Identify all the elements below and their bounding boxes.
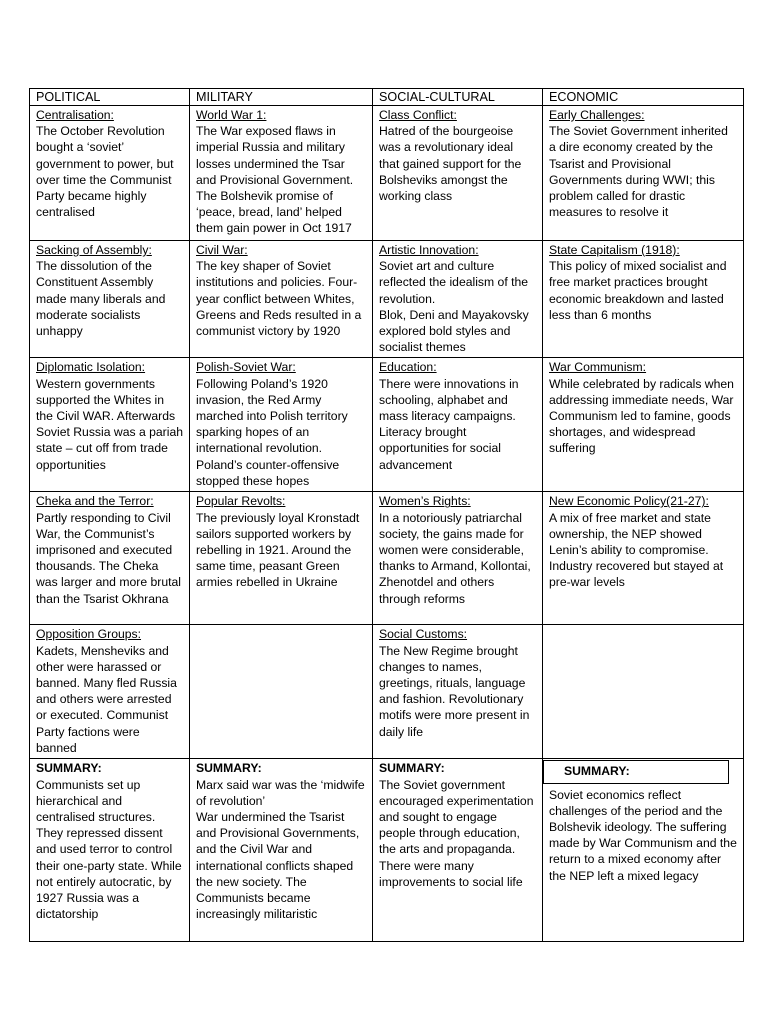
cell-military-empty bbox=[190, 625, 373, 759]
cell-title: Early Challenges: bbox=[549, 108, 645, 122]
summary-title: SUMMARY: bbox=[196, 761, 262, 776]
summary-body: Marx said war was the ‘midwife of revolution’ War undermined the Tsarist and Provisional Governments, and the Civil War and international conflicts shaped the new society. The Communists became increasingly militaristic bbox=[196, 777, 365, 922]
summary-body: The Soviet government encouraged experimentation and sought to engage people through education, the arts and propaganda. There were many improvements to social life bbox=[379, 777, 534, 889]
header-social-cultural: SOCIAL-CULTURAL bbox=[373, 89, 543, 106]
summary-social-cultural bbox=[373, 759, 543, 942]
summary-title-box: SUMMARY: bbox=[543, 760, 729, 783]
cell-body: The New Regime brought changes to names, greetings, rituals, language and fashion. Revolutionary motifs were more present in daily life bbox=[379, 643, 530, 739]
cell-title: Diplomatic Isolation: bbox=[36, 360, 146, 375]
table-row bbox=[30, 241, 744, 358]
cell-military bbox=[190, 358, 373, 492]
cell-title: Centralisation: bbox=[36, 108, 114, 122]
cell-body: Partly responding to Civil War, the Communist’s imprisoned and executed thousands. The Cheka was larger and more brutal than the Tsarist Okhrana bbox=[36, 510, 181, 606]
cell-title: Sacking of Assembly: bbox=[36, 243, 152, 257]
cell-title: State Capitalism (1918): bbox=[549, 243, 680, 257]
table-row bbox=[30, 106, 744, 241]
cell-economic bbox=[543, 106, 744, 241]
cell-title: Social Customs: bbox=[379, 627, 468, 642]
cell-body: This policy of mixed socialist and free market practices brought economic breakdown and lasted less than 6 months bbox=[549, 259, 727, 322]
summary-military bbox=[190, 759, 373, 942]
cell-title: Cheka and the Terror: bbox=[36, 494, 154, 509]
cell-political bbox=[30, 241, 190, 358]
cell-economic-empty bbox=[543, 625, 744, 759]
cell-title: Class Conflict: bbox=[379, 108, 457, 122]
cell-body: A mix of free market and state ownership, the NEP showed Lenin’s ability to compromise. Industry recovered but stayed at pre-war levels bbox=[549, 510, 724, 590]
table-row bbox=[30, 358, 744, 492]
header-economic: ECONOMIC bbox=[543, 89, 744, 106]
cell-title: Popular Revolts: bbox=[196, 494, 286, 509]
cell-economic bbox=[543, 492, 744, 625]
cell-body: Following Poland’s 1920 invasion, the Red Army marched into Polish territory sparking hopes of an international revolution. Poland’s counter-offensive stopped these hopes bbox=[196, 376, 348, 488]
cell-title: War Communism: bbox=[549, 360, 647, 375]
cell-body: Kadets, Mensheviks and other were harassed or banned. Many fled Russia and others were arrested or executed. Communist Party factions were banned bbox=[36, 643, 177, 755]
cell-title: New Economic Policy(21-27): bbox=[549, 494, 709, 509]
cell-body: While celebrated by radicals when addressing immediate needs, War Communism led to famine, goods shortages, and widespread suffering bbox=[549, 376, 734, 456]
cell-body: The October Revolution bought a ‘soviet’ government to power, but over time the Communist Party became highly centralised bbox=[36, 124, 174, 220]
cell-social-cultural bbox=[373, 625, 543, 759]
summary-row bbox=[30, 759, 744, 942]
cell-political bbox=[30, 106, 190, 241]
cell-title: World War 1: bbox=[196, 108, 267, 122]
cell-social-cultural bbox=[373, 241, 543, 358]
cell-title: Polish-Soviet War: bbox=[196, 360, 296, 375]
table-row bbox=[30, 625, 744, 759]
cell-body: Western governments supported the Whites in the Civil WAR. Afterwards Soviet Russia was a pariah state – cut off from trade opportunities bbox=[36, 376, 183, 472]
cell-body: The Soviet Government inherited a dire economy created by the Tsarist and Provisional Governments during WWI; this problem called for drastic measures to resolve it bbox=[549, 124, 728, 220]
cell-economic bbox=[543, 358, 744, 492]
summary-body: Communists set up hierarchical and centralised structures. They repressed dissent and used terror to control their one-party state. While not entirely autocratic, by 1927 Russia was a dictatorship bbox=[36, 777, 182, 922]
cell-body: The key shaper of Soviet institutions and policies. Four-year conflict between Whites, Greens and Reds resulted in a communist victory by 1920 bbox=[196, 259, 362, 339]
cell-title: Artistic Innovation: bbox=[379, 243, 479, 257]
cell-body: The previously loyal Kronstadt sailors supported workers by rebelling in 1921. Around the same time, peasant Green armies rebelled in Ukraine bbox=[196, 510, 360, 590]
cell-title: Women’s Rights: bbox=[379, 494, 471, 509]
summary-title: SUMMARY: bbox=[36, 761, 102, 776]
summary-body: Soviet economics reflect challenges of the period and the Bolshevik ideology. The suffering made by War Communism and the return to a mixed economy after the NEP left a mixed legacy bbox=[549, 787, 737, 883]
cell-economic bbox=[543, 241, 744, 358]
header-military: MILITARY bbox=[190, 89, 373, 106]
summary-economic bbox=[543, 759, 744, 942]
cell-military bbox=[190, 241, 373, 358]
header-row bbox=[30, 89, 744, 106]
cell-military bbox=[190, 492, 373, 625]
cell-title: Opposition Groups: bbox=[36, 627, 142, 642]
cell-body: Hatred of the bourgeoise was a revolutionary ideal that gained support for the Bolsheviks amongst the working class bbox=[379, 124, 522, 204]
cell-body: The dissolution of the Constituent Assembly made many liberals and moderate socialists unhappy bbox=[36, 259, 166, 339]
cell-title: Civil War: bbox=[196, 243, 248, 257]
header-political: POLITICAL bbox=[30, 89, 190, 106]
cell-body: In a notoriously patriarchal society, the gains made for women were considerable, thanks to Armand, Kollontai, Zhenotdel and others through reforms bbox=[379, 510, 531, 606]
russia-summary-table bbox=[29, 88, 744, 942]
cell-title: Education: bbox=[379, 360, 437, 375]
cell-body: The War exposed flaws in imperial Russia and military losses undermined the Tsar and Provisional Government. The Bolshevik promise of ‘peace, bread, land’ helped them gain power in Oct 1917 bbox=[196, 124, 354, 236]
cell-social-cultural bbox=[373, 358, 543, 492]
table-row bbox=[30, 492, 744, 625]
summary-title: SUMMARY: bbox=[379, 761, 445, 776]
cell-political bbox=[30, 358, 190, 492]
cell-social-cultural bbox=[373, 492, 543, 625]
cell-body: Soviet art and culture reflected the idealism of the revolution. Blok, Deni and Mayakovsky explored bold styles and socialist themes bbox=[379, 259, 529, 355]
cell-military bbox=[190, 106, 373, 241]
cell-body: There were innovations in schooling, alphabet and mass literacy campaigns. Literacy brought opportunities for social advancement bbox=[379, 376, 519, 472]
cell-political bbox=[30, 492, 190, 625]
summary-political bbox=[30, 759, 190, 942]
cell-social-cultural bbox=[373, 106, 543, 241]
cell-political bbox=[30, 625, 190, 759]
